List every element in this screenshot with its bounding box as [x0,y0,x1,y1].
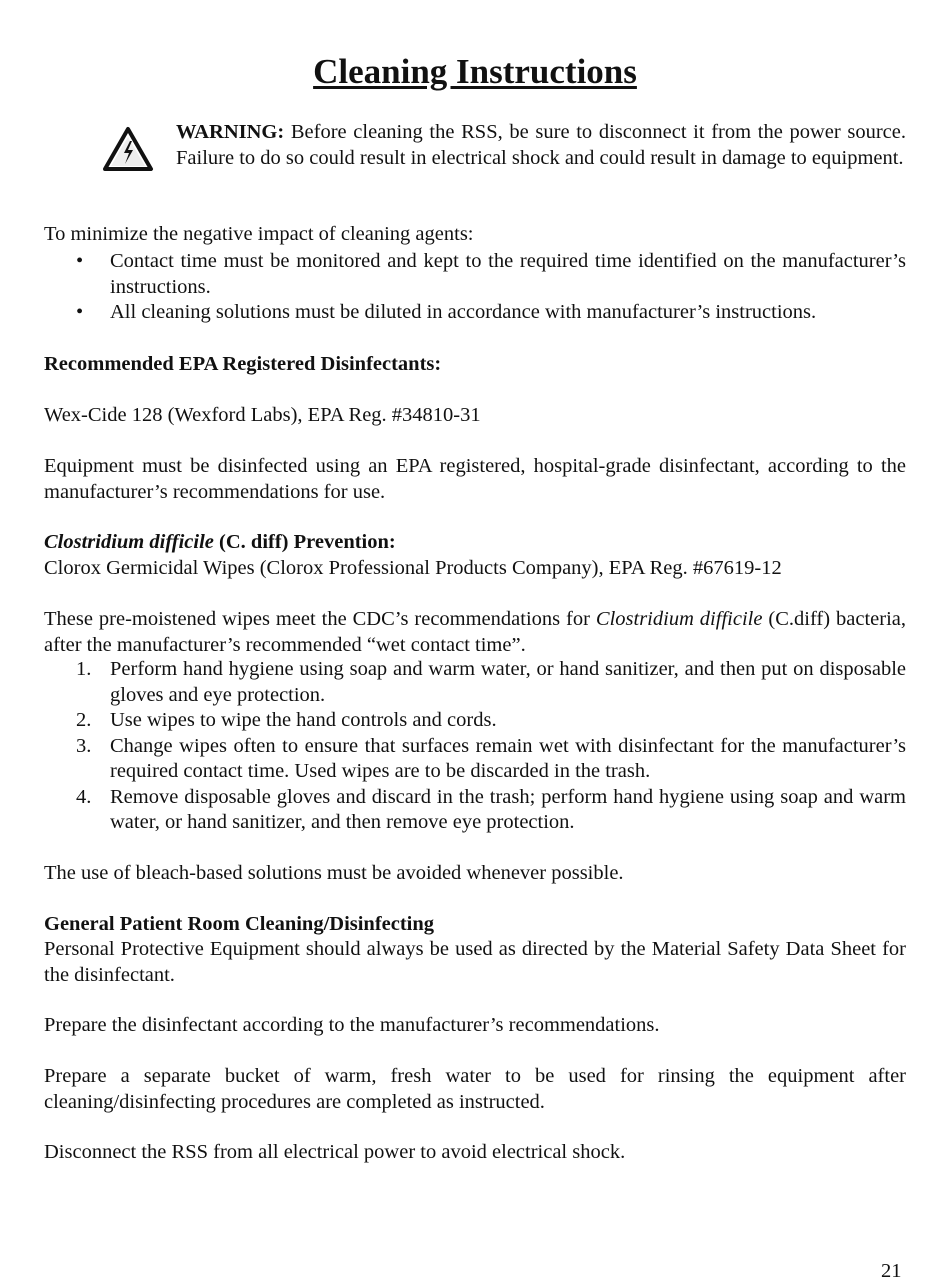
epa-heading: Recommended EPA Registered Disinfectants: [44,353,442,375]
cleaning-agent-bullets [44,249,906,326]
list-item: 3. Change wipes often to ensure that surfaces remain wet with disinfectant for the manufacturer’s required contact time. Used wipes are to be discarded in the trash. [76,734,906,782]
bullet-icon: • [76,250,84,272]
list-item: • Contact time must be monitored and kept to the required time identified on the manufacturer’s instructions. [76,250,906,298]
list-item: 4. Remove disposable gloves and discard in the trash; perform hand hygiene using soap and warm water, or hand sanitizer, and then remove eye protection. [76,785,906,833]
warning-text: Before cleaning the RSS, be sure to disconnect it from the power source. Failure to do so could result in electrical shock and could result in damage to equipment. [176,121,906,169]
epa-note: Equipment must be disinfected using an EPA registered, hospital-grade disinfectant, according to the manufacturer’s recommendations for use. [44,455,906,503]
bullet-icon: • [76,301,84,323]
cdiff-paragraph: These pre-moistened wipes meet the CDC’s recommendations for Clostridium difficile (C.diff) bacteria, after the manufacturer’s recommended “wet contact time”. [44,608,906,656]
cdiff-product: Clorox Germicidal Wipes (Clorox Professional Products Company), EPA Reg. #67619-12 [44,557,782,579]
page-number: 21 [881,1260,902,1282]
general-ppe-text: Personal Protective Equipment should always be used as directed by the Material Safety Data Sheet for the disinfectant. [44,938,906,986]
bleach-note: The use of bleach-based solutions must be avoided whenever possible. [44,862,624,884]
list-item: • All cleaning solutions must be diluted in accordance with manufacturer’s instructions. [44,300,906,326]
cdiff-steps [44,657,906,836]
list-item: 1. Perform hand hygiene using soap and warm water, or hand sanitizer, and then put on disposable gloves and eye protection. [76,658,906,706]
general-heading: General Patient Room Cleaning/Disinfecting [44,913,435,935]
electrical-hazard-triangle-icon [102,126,154,172]
warning-label: WARNING: [176,121,285,143]
general-prepare-text: Prepare the disinfectant according to the manufacturer’s recommendations. [44,1014,660,1036]
page-title: Cleaning Instructions [313,52,637,91]
general-disconnect-text: Disconnect the RSS from all electrical power to avoid electrical shock. [44,1141,626,1163]
general-bucket-text: Prepare a separate bucket of warm, fresh water to be used for rinsing the equipment after cleaning/disinfecting procedures are completed as instructed. [44,1065,906,1113]
intro-text: To minimize the negative impact of cleaning agents: [44,223,474,245]
epa-product: Wex-Cide 128 (Wexford Labs), EPA Reg. #34810-31 [44,404,481,426]
cdiff-heading: Clostridium difficile (C. diff) Prevention: [44,531,396,553]
warning-notice [176,120,906,171]
list-item: 2. Use wipes to wipe the hand controls and cords. [76,709,497,731]
